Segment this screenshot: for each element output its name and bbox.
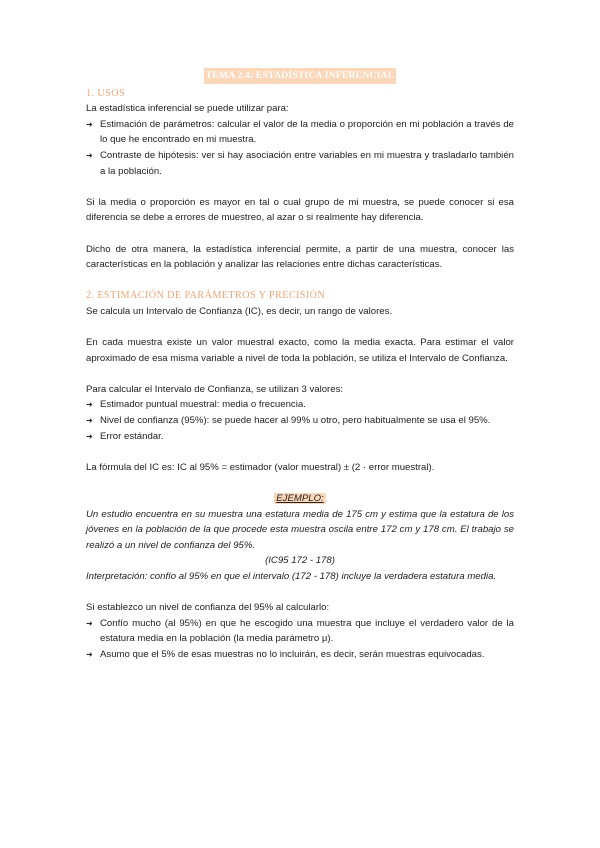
paragraph: En cada muestra existe un valor muestral exacto, como la media exacta. Para estimar el valor aproximado de esa misma variable a nivel de toda la población, se utiliza el Intervalo de Confianza. [86, 337, 514, 364]
arrow-icon: ➜ [86, 618, 93, 628]
list-item: ➜ Nivel de confianza (95%): se puede hacer al 99% u otro, pero habitualmente se usa el 95%. [86, 413, 514, 429]
list-item: ➜ Estimador puntual muestral: media o frecuencia. [86, 397, 514, 413]
paragraph: La estadística inferencial se puede utilizar para: [86, 103, 289, 115]
arrow-icon: ➜ [86, 416, 93, 426]
arrow-icon: ➜ [86, 649, 93, 659]
bullet-list [86, 117, 514, 179]
list-item: ➜ Asumo que el 5% de esas muestras no lo incluirán, es decir, serán muestras equivocadas. [86, 647, 514, 663]
list-item: ➜ Estimación de parámetros: calcular el valor de la media o proporción en mi población a través de lo que he encontrado en mi muestra. [86, 118, 514, 146]
bullet-list [86, 397, 514, 444]
example-interpretation: Interpretación: confío al 95% en que el intervalo (172 - 178) incluye la verdadera estatura media. [86, 571, 497, 582]
arrow-icon: ➜ [86, 150, 93, 160]
section-heading-usos: 1. USOS [86, 87, 126, 99]
paragraph: Para calcular el Intervalo de Confianza, se utilizan 3 valores: [86, 383, 344, 395]
list-item: ➜ Error estándar. [86, 429, 514, 445]
formula-paragraph: La fórmula del IC es: IC al 95% = estimador (valor muestral) ± (2 · error muestral). [86, 461, 435, 473]
example-text: Un estudio encuentra en su muestra una estatura media de 175 cm y estima que la estatura de los jóvenes en la población de la que procede esta muestra oscila entre 172 cm y 178 cm. El trabajo se realizó a un nivel de confianza del 95%. [86, 508, 514, 551]
arrow-icon: ➜ [86, 400, 93, 410]
paragraph: Si establezco un nivel de confianza del 95% al calcularlo: [86, 602, 330, 614]
example-ic: (IC95 172 - 178) [265, 555, 335, 567]
paragraph: Se calcula un Intervalo de Confianza (IC), es decir, un rango de valores. [86, 305, 393, 317]
document-title: TEMA 2.4: ESTADÍSTICA INFERENCIAL [204, 68, 397, 84]
arrow-icon: ➜ [86, 119, 93, 129]
paragraph: Dicho de otra manera, la estadística inferencial permite, a partir de una muestra, conocer las características en la población y analizar las relaciones entre dichas características. [86, 243, 514, 271]
document-page [86, 68, 514, 663]
list-item: ➜ Confío mucho (al 95%) en que he escogido una muestra que incluye el verdadero valor de la estatura media en la población (la media parámetro μ). [86, 617, 514, 645]
paragraph: Si la media o proporción es mayor en tal o cual grupo de mi muestra, se puede conocer si esa diferencia se debe a errores de muestreo, al azar o si realmente hay diferencia. [86, 196, 514, 224]
example-heading: EJEMPLO: [276, 493, 324, 505]
bullet-list [86, 616, 514, 663]
section-heading-estimacion: 2. ESTIMACIÓN DE PARÁMETROS Y PRECISIÓN [86, 290, 326, 302]
arrow-icon: ➜ [86, 431, 93, 441]
list-item: ➜ Contraste de hipótesis: ver si hay asociación entre variables en mi muestra y trasladarlo también a la población. [86, 149, 514, 177]
